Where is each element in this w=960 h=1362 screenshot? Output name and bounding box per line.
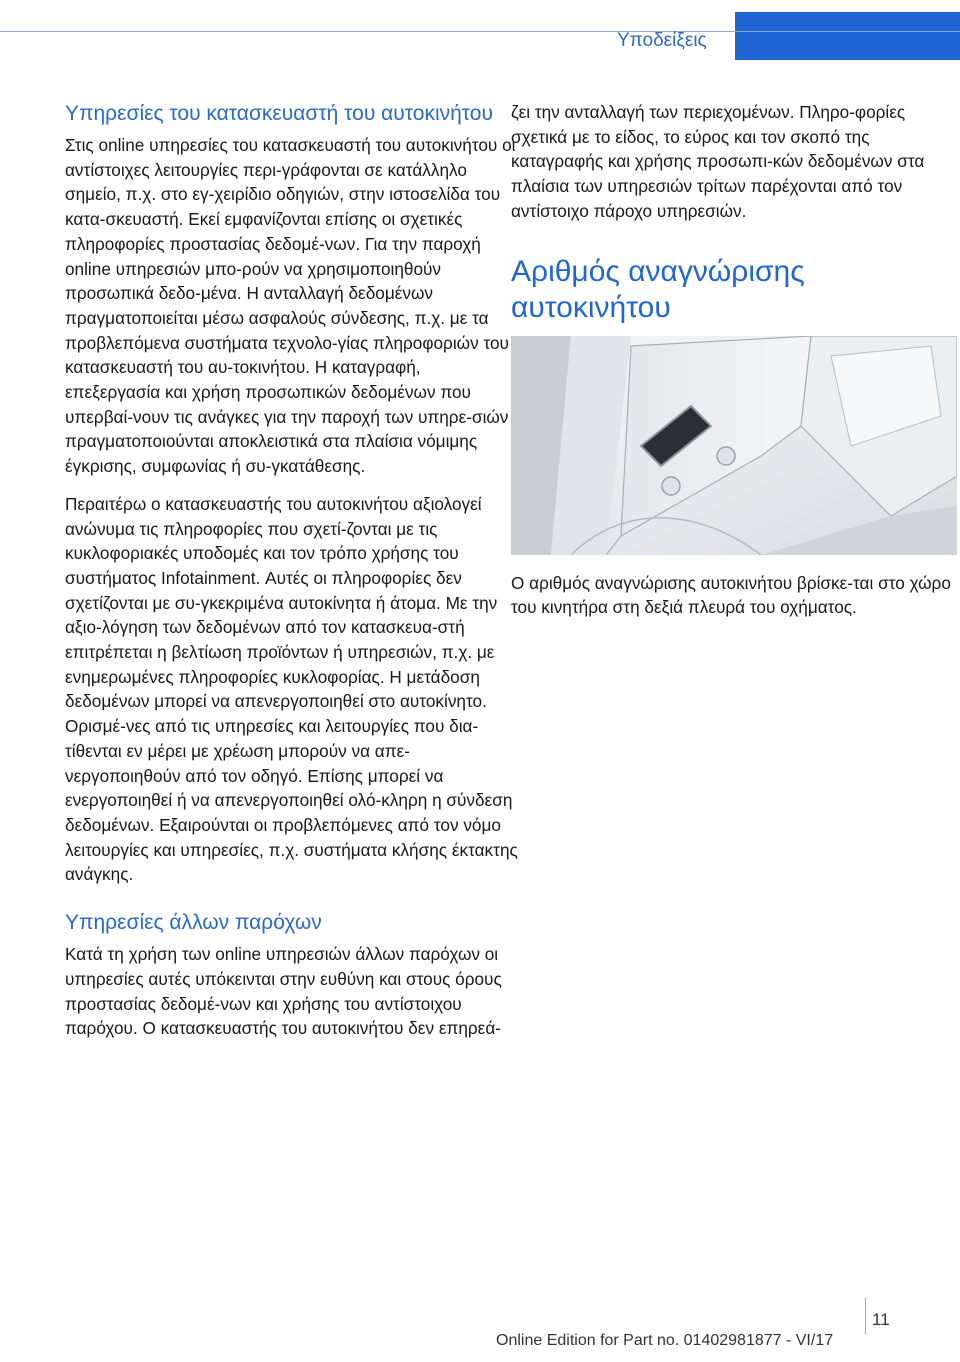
- footer-rule: [865, 1298, 866, 1334]
- heading-vehicle-identification-number: Αριθμός αναγνώρισης αυτοκινήτου: [511, 254, 805, 324]
- paragraph-anonymous-data: Περαιτέρω ο κατασκευαστής του αυτοκινήτου αξιολογεί ανώνυμα τις πληροφορίες που σχετί-ζονται με τις κυκλοφοριακές υποδομές και τον τρόπο χρήσης του συστήματος Infotainment. Αυτές οι πληροφορίες δεν σχετίζονται με συ-γκεκριμένα αυτοκίνητα ή άτομα. Με την αξιο-λόγηση των δεδομένων από τον κατασκευα-στή επιτρέπεται η βελτίωση προϊόντων ή υπηρεσιών, π.χ. με ενημερωμένες πληροφορίες κυκλοφορίας. Η μετάδοση δεδομένων μπορεί να απενεργοποιηθεί στο αυτοκίνητο. Ορισμέ-νες από τις υπηρεσίες και λειτουργίες που δια-τίθενται εν μέρει με χρέωση μπορούν να απε-νεργοποιηθούν από τον οδηγό. Επίσης μπορεί να ενεργοποιηθεί ή να απενεργοποιηθεί ολό-κληρη η σύνδεση δεδομένων. Εξαιρούνται οι προβλεπόμενες από τον νόμο λειτουργίες και υπηρεσίες, π.χ. συστήματα κλήσης έκτακτης ανάγκης.: [65, 493, 518, 885]
- figure-caption: Ο αριθμός αναγνώρισης αυτοκινήτου βρίσκε-ται στο χώρο του κινητήρα στη δεξιά πλευρά του οχήματος.: [511, 572, 951, 618]
- page-number: 11: [872, 1310, 890, 1329]
- paragraph-continued: ζει την ανταλλαγή των περιεχομένων. Πληρο-φορίες σχετικά με το είδος, το εύρος και τον σκοπό της καταγραφής και χρήσης προσωπι-κών δεδομένων στα πλαίσια των υπηρεσιών τρίτων παρέχονται από τον αντίστοιχο πάροχο υπηρεσιών.: [511, 102, 925, 221]
- header-rule: [0, 31, 960, 32]
- paragraph-manufacturer-services: Στις online υπηρεσίες του κατασκευαστή του αυτοκινήτου οι αντίστοιχες λειτουργίες περι-γράφονται σε κατάλληλο σημείο, π.χ. στο εγ-χειρίδιο οδηγιών, στην ιστοσελίδα του κατα-σκευαστή. Εκεί εμφανίζονται επίσης οι σχετικές πληροφορίες προστασίας δεδομέ-νων. Για την παροχή online υπηρεσιών μπο-ρούν να χρησιμοποιηθούν προσωπικά δεδο-μένα. Η ανταλλαγή δεδομένων πραγματοποιείται μέσω ασφαλούς σύνδεσης, π.χ. με τα προβλεπόμενα συστήματα τεχνολο-γίας πληροφοριών του κατασκευαστή του αυ-τοκινήτου. Η καταγραφή, επεξεργασία και χρήση προσωπικών δεδομένων που υπερβαί-νουν τις ανάγκες για την παροχή των υπηρε-σιών πραγματοποιούνται αποκλειστικά στα πλαίσια νόμιμης έγκρισης, συμφωνίας ή συ-γκατάθεσης.: [65, 135, 516, 477]
- engine-bay-illustration: [511, 336, 957, 555]
- header-tab: [735, 12, 960, 60]
- heading-third-party-services: Υπηρεσίες άλλων παρόχων: [65, 911, 322, 935]
- right-column: [511, 100, 960, 633]
- edition-footer: Online Edition for Part no. 01402981877 - VI/17: [496, 1332, 834, 1349]
- paragraph-third-party-services: Κατά τη χρήση των online υπηρεσιών άλλων παρόχων οι υπηρεσίες αυτές υπόκεινται στην ευθύνη και στους όρους προστασίας δεδομέ-νων και χρήσης του αντίστοιχου παρόχου. Ο κατασκευαστής του αυτοκινήτου δεν επηρεά-: [65, 944, 502, 1039]
- left-column: [65, 100, 520, 1054]
- vin-location-figure: [511, 336, 957, 555]
- heading-manufacturer-services: Υπηρεσίες του κατασκευαστή του αυτοκινήτου: [65, 102, 493, 125]
- section-label: Υποδείξεις: [617, 30, 707, 51]
